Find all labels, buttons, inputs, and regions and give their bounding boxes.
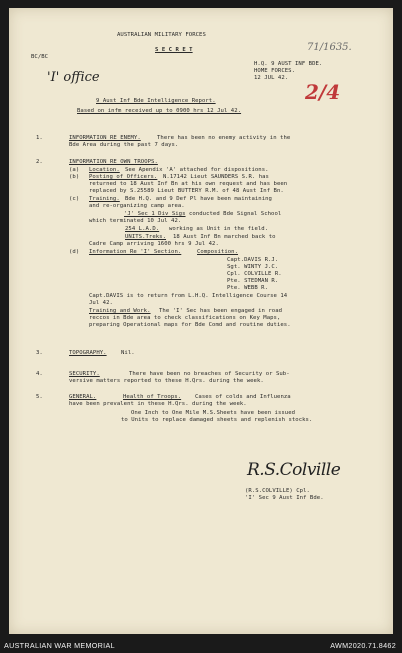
section-2-number: 2.: [36, 159, 43, 165]
item-d-text: preparing Operational maps for Bde Comd and routine duties.: [89, 322, 291, 328]
item-d-label: (d): [69, 249, 80, 255]
red-annotation: 2/4: [305, 80, 341, 104]
section-4-heading: SECURITY.: [69, 371, 100, 377]
training-work-heading: Training and Work.: [89, 308, 151, 314]
report-date: 12 JUL 42.: [254, 75, 289, 81]
home-forces-line: HOME FORCES.: [254, 68, 296, 74]
item-c-text: and re-organizing camp area.: [89, 203, 185, 209]
document-page: [9, 8, 393, 634]
section-1-heading: INFORMATION RE ENEMY.: [69, 135, 141, 141]
section-2-heading: INFORMATION RE OWN TROOPS.: [69, 159, 158, 165]
item-c-text: Cadre Camp arriving 1600 hrs 9 Jul 42.: [89, 241, 219, 247]
item-b-text: N.17142 Lieut SAUNDERS S.R. has: [163, 174, 269, 180]
section-3-number: 3.: [36, 350, 43, 356]
section-member: Sgt. WINTY J.C.: [227, 264, 279, 270]
item-c-text: Bde H.Q. and 9 Def Pl have been maintaining: [125, 196, 272, 202]
section-1-text: There has been no enemy activity in the: [157, 135, 291, 141]
office-annotation: 'I' office: [47, 70, 100, 85]
section-5-text: Cases of colds and Influenza: [195, 394, 291, 400]
section-4-text: versive matters reported to these H.Qrs. during the week.: [69, 378, 264, 384]
section-5-text: to Units to replace damaged sheets and replenish stocks.: [121, 417, 313, 423]
item-d-text: The 'I' Sec has been engaged in road: [159, 308, 283, 314]
item-c-subheading: 'J' Sec 1 Div Sigs: [124, 211, 186, 217]
item-d-heading: Information Re 'I' Section.: [89, 249, 182, 255]
report-title: 9 Aust Inf Bde Intelligence Report.: [96, 98, 216, 104]
item-a-text: See Apendix 'A' attached for dispositions.: [125, 167, 269, 173]
section-4-number: 4.: [36, 371, 43, 377]
section-5-text: One Inch to One Mile M.S.Sheets have been issued: [131, 410, 296, 416]
item-d-text: Jul 42.: [89, 300, 113, 306]
item-c-heading: Training.: [89, 196, 120, 202]
hq-line: H.Q. 9 AUST INF BDE.: [254, 61, 323, 67]
section-member: Pte. WEBB R.: [227, 285, 269, 291]
item-c-subheading: 254 L.A.D.: [125, 226, 160, 232]
item-b-text: returned to 18 Aust Inf Bn at his own request and has been: [89, 181, 288, 187]
item-c-text: which terminated 10 Jul 42.: [89, 218, 182, 224]
item-c-text: conducted Bde Signal School: [189, 211, 282, 217]
footer-accession-number: AWM2020.71.8462: [330, 641, 396, 650]
footer-institution: AUSTRALIAN WAR MEMORIAL: [4, 641, 115, 650]
item-d-text: Capt.DAVIS is to return from L.H.Q. Intelligence Course 14: [89, 293, 288, 299]
section-member: Pte. STEDMAN R.: [227, 278, 279, 284]
item-b-heading: Posting of Officers.: [89, 174, 158, 180]
classification-heading: S E C R E T: [155, 47, 193, 53]
section-3-heading: TOPOGRAPHY.: [69, 350, 107, 356]
file-reference: 71/1635.: [307, 42, 352, 53]
section-4-text: There have been no breaches of Security or Sub-: [129, 371, 290, 377]
reference-code: BC/BC: [31, 54, 49, 60]
item-c-subheading: UNITS.Treks.: [125, 234, 167, 240]
item-c-text: 18 Aust Inf Bn marched back to: [173, 234, 276, 240]
signature-scrawl: R.S.Colville: [247, 460, 341, 480]
signatory-unit: 'I' Sec 9 Aust Inf Bde.: [245, 495, 324, 501]
report-subtitle: Based on infm received up to 0900 hrs 12 Jul 42.: [77, 108, 242, 114]
section-5-number: 5.: [36, 394, 43, 400]
health-heading: Health of Troops.: [123, 394, 182, 400]
section-3-text: Nil.: [121, 350, 135, 356]
section-member: Capt.DAVIS R.J.: [227, 257, 279, 263]
item-c-label: (c): [69, 196, 80, 202]
composition-heading: Composition.: [197, 249, 239, 255]
item-b-label: (b): [69, 174, 80, 180]
section-5-text: have been prevalent in these H.Qrs. during the week.: [69, 401, 247, 407]
section-1-number: 1.: [36, 135, 43, 141]
item-a-heading: Location.: [89, 167, 120, 173]
section-1-text: Bde Area during the past 7 days.: [69, 142, 179, 148]
force-heading: AUSTRALIAN MILITARY FORCES: [117, 32, 206, 38]
section-member: Cpl. COLVILLE R.: [227, 271, 282, 277]
signatory-name: (R.S.COLVILLE) Cpl.: [245, 488, 310, 494]
item-d-text: reccos in Bde area to check classifications on Key Maps,: [89, 315, 281, 321]
item-a-label: (a): [69, 167, 80, 173]
item-b-text: replaced by S.25589 Lieut BUTTERY R.M. of 48 Aust Inf Bn.: [89, 188, 284, 194]
item-c-text: working as Unit in the field.: [169, 226, 269, 232]
section-5-heading: GENERAL.: [69, 394, 97, 400]
